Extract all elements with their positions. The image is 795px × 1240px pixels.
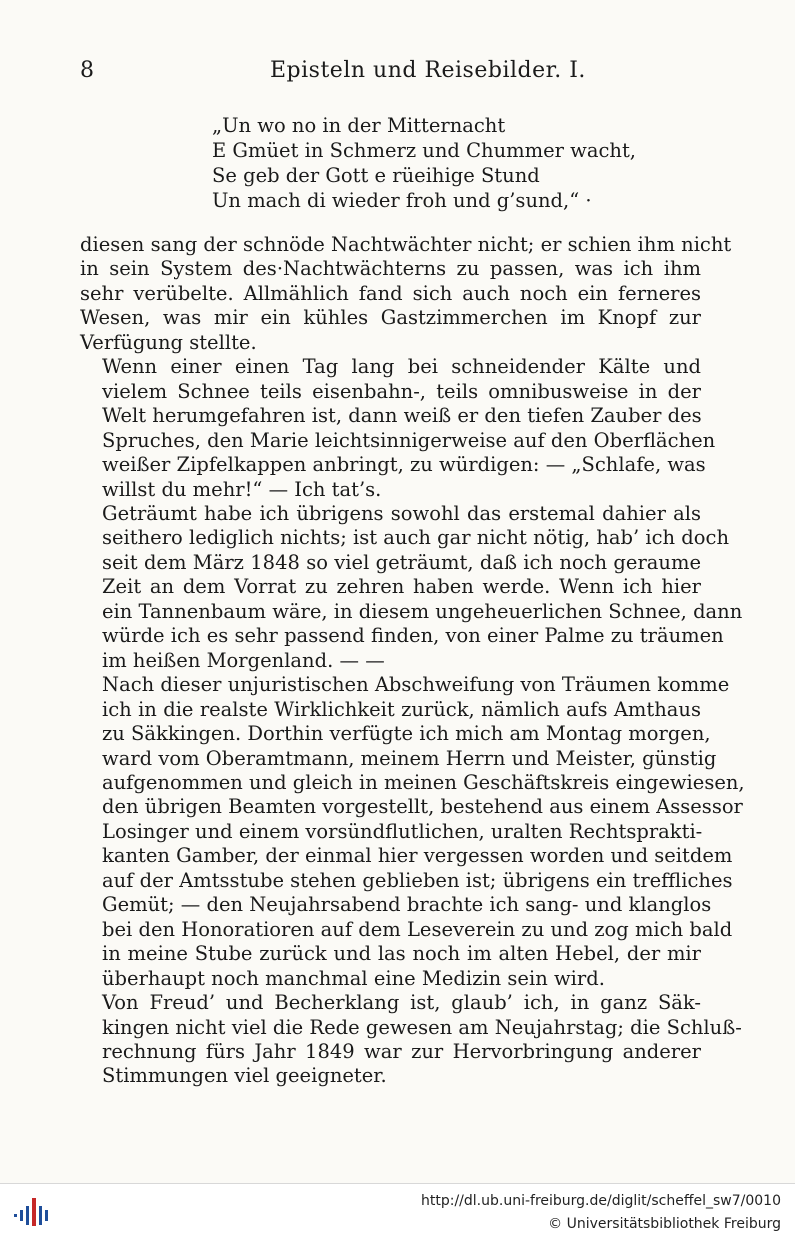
paragraph-1 bbox=[80, 233, 732, 355]
text-line: weißer Zipfelkappen anbringt, zu würdigen: — „Schlafe, was bbox=[102, 453, 706, 477]
verse-line: „Un wo no in der Mitternacht bbox=[212, 114, 506, 137]
text-line: Welt herumgefahren ist, dann weiß er den tiefen Zauber des bbox=[102, 404, 702, 428]
text-line: kanten Gamber, der einmal hier vergessen worden und seitdem bbox=[102, 844, 733, 868]
verse-block bbox=[212, 113, 637, 213]
text-line: kingen nicht viel die Rede gewesen am Neujahrstag; die Schluß- bbox=[102, 1015, 742, 1039]
text-line: Wenn einer einen Tag lang bei schneidender Kälte und bbox=[102, 355, 701, 379]
text-line: vielem Schnee teils eisenbahn-, teils omnibusweise in der bbox=[102, 379, 701, 403]
paragraph-5 bbox=[80, 991, 742, 1089]
text-line: Spruches, den Marie leichtsinnigerweise auf den Oberflächen bbox=[102, 428, 716, 452]
text-line: diesen sang der schnöde Nachtwächter nicht; er schien ihm nicht bbox=[80, 233, 732, 256]
viewer-footer bbox=[0, 1183, 795, 1240]
text-line: Gemüt; — den Neujahrsabend brachte ich sang- und klanglos bbox=[102, 893, 712, 917]
text-line: Wesen, was mir ein kühles Gastzimmerchen im Knopf zur bbox=[80, 306, 701, 330]
verse-line: Se geb der Gott e rüeihige Stund bbox=[212, 164, 540, 187]
text-line: in meine Stube zurück und las noch im alten Hebel, der mir bbox=[102, 942, 701, 966]
text-line: Zeit an dem Vorrat zu zehren haben werde. Wenn ich hier bbox=[102, 575, 701, 599]
text-line: rechnung fürs Jahr 1849 war zur Hervorbringung anderer bbox=[102, 1039, 701, 1063]
paragraph-3 bbox=[80, 501, 743, 673]
text-line: Stimmungen viel geeigneter. bbox=[102, 1064, 387, 1088]
text-line: ein Tannenbaum wäre, in diesem ungeheuerlichen Schnee, dann bbox=[102, 599, 743, 623]
text-line: bei den Honoratioren auf dem Leseverein zu und zog mich bald bbox=[102, 917, 733, 941]
text-line: zu Säkkingen. Dorthin verfügte ich mich am Montag morgen, bbox=[102, 722, 711, 746]
verse-line: E Gmüet in Schmerz und Chummer wacht, bbox=[212, 139, 637, 162]
text-line: Verfügung stellte. bbox=[80, 330, 257, 354]
paragraph-2 bbox=[80, 355, 716, 502]
copyright-notice: © Universitätsbibliothek Freiburg bbox=[548, 1216, 781, 1232]
text-line: Losinger und einem vorsündflutlichen, uralten Rechtsprakti- bbox=[102, 819, 703, 843]
page-number: 8 bbox=[80, 58, 94, 83]
text-line: ward vom Oberamtmann, meinem Herrn und Meister, günstig bbox=[102, 746, 717, 770]
text-line: den übrigen Beamten vorgestellt, bestehend aus einem Assessor bbox=[102, 795, 743, 819]
text-line: willst du mehr!“ — Ich tat’s. bbox=[102, 477, 382, 501]
permalink-url[interactable]: http://dl.ub.uni-freiburg.de/diglit/scheffel_sw7/0010 bbox=[421, 1193, 781, 1209]
text-line: würde ich es sehr passend finden, von einer Palme zu träumen bbox=[102, 624, 724, 648]
text-line: in sein System des·Nachtwächterns zu passen, was ich ihm bbox=[80, 257, 701, 281]
text-line: Nach dieser unjuristischen Abschweifung von Träumen komme bbox=[102, 673, 730, 697]
text-line: im heißen Morgenland. — — bbox=[102, 648, 385, 672]
running-title: Episteln und Reisebilder. I. bbox=[270, 58, 586, 83]
text-line: auf der Amtsstube stehen geblieben ist; übrigens ein treffliches bbox=[102, 868, 733, 892]
body-text bbox=[80, 233, 745, 1089]
text-line: überhaupt noch manchmal eine Medizin sein wird. bbox=[102, 966, 605, 990]
paragraph-4 bbox=[80, 673, 745, 991]
text-line: Geträumt habe ich übrigens sowohl das erstemal dahier als bbox=[102, 501, 701, 525]
text-line: seithero lediglich nichts; ist auch gar nicht nötig, hab’ ich doch bbox=[102, 526, 730, 550]
page-header bbox=[80, 58, 710, 92]
text-line: seit dem März 1848 so viel geträumt, daß ich noch geraume bbox=[102, 550, 701, 574]
text-line: Von Freud’ und Becherklang ist, glaub’ ich, in ganz Säk- bbox=[102, 991, 701, 1015]
text-line: sehr verübelte. Allmählich fand sich auch noch ein ferneres bbox=[80, 281, 701, 305]
verse-line: Un mach di wieder froh und g’sund,“ · bbox=[212, 189, 592, 212]
text-line: ich in die realste Wirklichkeit zurück, nämlich aufs Amthaus bbox=[102, 697, 701, 721]
text-line: aufgenommen und gleich in meinen Geschäftskreis eingewiesen, bbox=[102, 770, 745, 794]
ub-freiburg-logo-icon[interactable] bbox=[12, 1192, 52, 1232]
